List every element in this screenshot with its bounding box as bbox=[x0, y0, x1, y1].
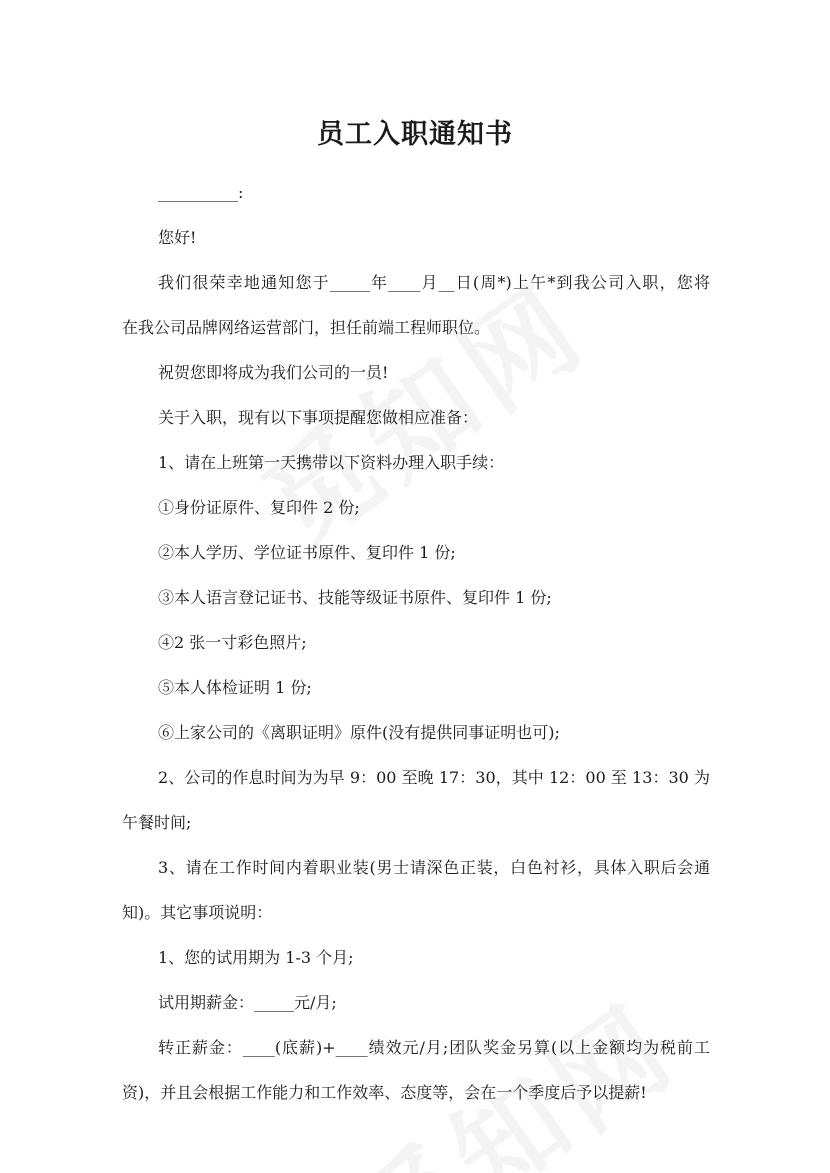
list-item: ⑥上家公司的《离职证明》原件(没有提供同事证明也可); bbox=[158, 723, 560, 742]
greeting: 您好! bbox=[158, 228, 197, 247]
list-item: ①身份证原件、复印件 2 份; bbox=[158, 498, 360, 517]
list-item-continuation: 知)。其它事项说明： bbox=[122, 903, 273, 922]
list-item: 3、请在工作时间内着职业装(男士请深色正装，白色衬衫，具体入职后会通 bbox=[158, 858, 710, 877]
paragraph-line: 我们很荣幸地通知您于_____年____月__日(周*)上午*到我公司入职，您将 bbox=[158, 273, 710, 292]
list-item: ③本人语言登记证书、技能等级证书原件、复印件 1 份; bbox=[158, 588, 552, 607]
document-title: 员工入职通知书 bbox=[317, 119, 513, 150]
paragraph-line: 试用期薪金：_____元/月; bbox=[158, 993, 337, 1012]
list-item: 1、请在上班第一天携带以下资料办理入职手续： bbox=[158, 453, 505, 472]
paragraph-line: 资)，并且会根据工作能力和工作效率、态度等，会在一个季度后予以提薪! bbox=[122, 1083, 647, 1102]
list-item-continuation: 午餐时间; bbox=[122, 813, 192, 832]
paragraph-line: 祝贺您即将成为我们公司的一员! bbox=[158, 363, 389, 382]
document-body bbox=[122, 170, 710, 1115]
paragraph-line: 在我公司品牌网络运营部门，担任前端工程师职位。 bbox=[122, 318, 491, 337]
list-item: ④2 张一寸彩色照片; bbox=[158, 633, 307, 652]
list-item: ⑤本人体检证明 1 份; bbox=[158, 678, 312, 697]
list-item: 1、您的试用期为 1-3 个月; bbox=[158, 948, 354, 967]
list-item: ②本人学历、学位证书原件、复印件 1 份; bbox=[158, 543, 456, 562]
paragraph-line: 转正薪金：____(底薪)+____绩效元/月;团队奖金另算(以上金额均为税前工 bbox=[158, 1038, 710, 1057]
paragraph-line: 关于入职，现有以下事项提醒您做相应准备： bbox=[158, 408, 479, 427]
list-item: 2、公司的作息时间为为早 9：00 至晚 17：30，其中 12：00 至 13：30 为 bbox=[158, 768, 710, 787]
salutation-blank: __________: bbox=[158, 183, 244, 202]
